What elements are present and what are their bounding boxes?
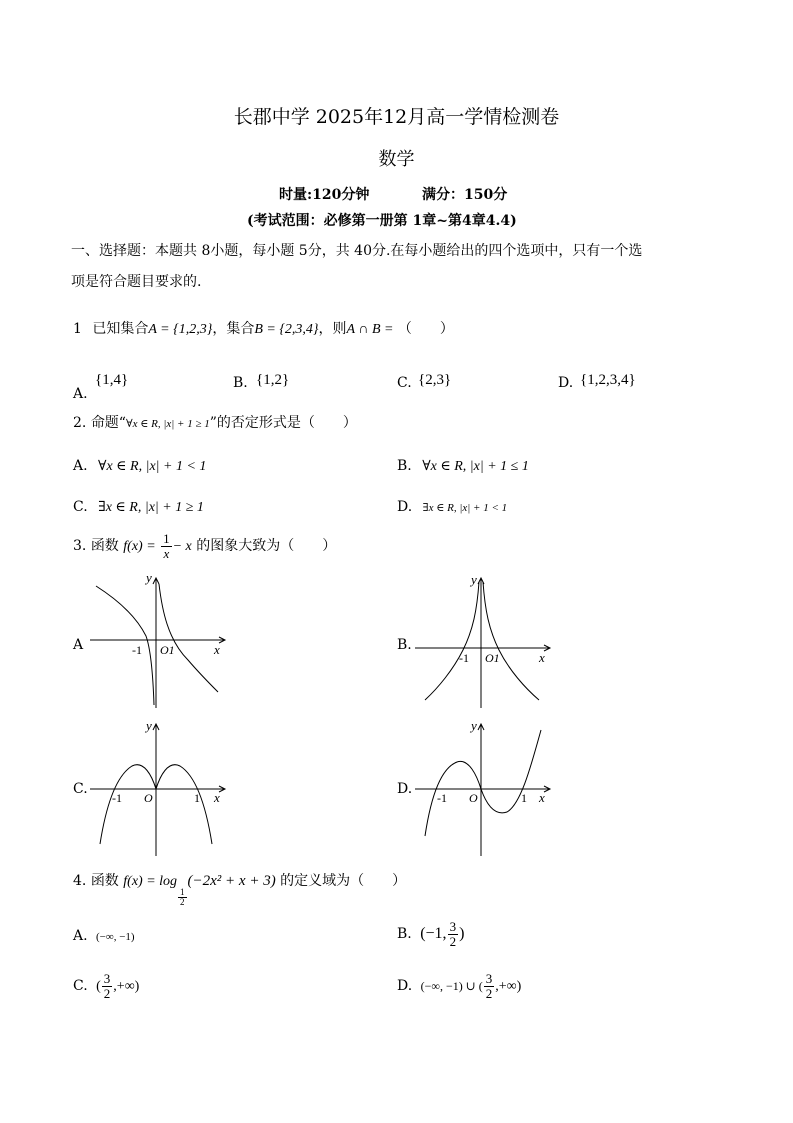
curve-right-branch: [159, 584, 218, 692]
q1-option-c[interactable]: {2,3}: [418, 372, 452, 388]
question-number: 3.: [73, 538, 87, 555]
q1-option-d[interactable]: {1,2,3,4}: [580, 372, 636, 388]
q3-option-d-label[interactable]: D.: [397, 781, 413, 797]
q2-option-c[interactable]: C. ∃x ∈ R, |x| + 1 ≥ 1: [73, 499, 204, 515]
tick-one: 1: [194, 791, 200, 805]
y-axis-label: y: [146, 570, 152, 585]
intersection-expr: A ∩ B =: [346, 322, 394, 337]
tick-origin: O: [469, 791, 478, 805]
q1-option-d-label[interactable]: D.: [558, 375, 574, 391]
q4-option-a[interactable]: A. (−∞, −1): [73, 928, 135, 944]
log-base: $\frac{1}{2}$: [180, 887, 185, 908]
exam-title: 长郡中学 2025年12月高一学情检测卷: [233, 106, 560, 128]
question-3: 3. 函数 f(x) = $\frac{1}{x}$ − x 的图象大致为（ ）: [73, 531, 337, 561]
q3-option-a-label[interactable]: A: [73, 637, 84, 653]
tick-o1: O1: [485, 651, 500, 665]
fraction: $\frac{3}{2}$: [449, 919, 457, 949]
section-intro-line1: 一、选择题：本题共 8小题，每小题 5分，共 40分.在每小题给出的四个选项中，只有一个选: [71, 243, 643, 259]
q3-graph-c[interactable]: [88, 716, 233, 858]
q3-graph-b[interactable]: [413, 570, 558, 710]
q1-option-b-label[interactable]: B.: [233, 375, 248, 391]
q3-graph-d[interactable]: [413, 716, 558, 858]
q1-option-a-label[interactable]: A.: [73, 386, 88, 402]
q4-option-d[interactable]: D. (−∞, −1) ∪ ( $\frac{3}{2}$ ,+∞): [397, 971, 522, 1001]
x-axis-label: x: [214, 790, 220, 805]
q3-graph-a[interactable]: [88, 570, 233, 710]
q1-option-c-label[interactable]: C.: [397, 375, 412, 391]
question-number: 4.: [73, 873, 87, 889]
exam-duration: 时量:120分钟: [279, 187, 370, 203]
curve-left-branch: [96, 586, 154, 705]
set-a: A = {1,2,3}: [148, 322, 213, 337]
y-axis-label: y: [146, 718, 152, 733]
q2-option-b[interactable]: B. ∀x ∈ R, |x| + 1 ≤ 1: [397, 458, 529, 474]
section-intro-line2: 项是符合题目要求的.: [71, 274, 202, 290]
fraction: $\frac{1}{x}$: [163, 531, 170, 561]
question-1: 1 已知集合A = {1,2,3}，集合B = {2,3,4}，则A ∩ B = （ ）: [73, 321, 454, 337]
question-2: 2. 命题“∀x ∈ R, |x| + 1 ≥ 1”的否定形式是（ ）: [73, 415, 357, 431]
y-axis-label: y: [471, 718, 477, 733]
log-argument: (−2x² + x + 3): [187, 873, 276, 889]
q2-option-a[interactable]: A. ∀x ∈ R, |x| + 1 < 1: [73, 458, 207, 474]
tick-one: 1: [521, 791, 527, 805]
q2-option-d[interactable]: D. ∃x ∈ R, |x| + 1 < 1: [397, 499, 508, 515]
x-axis-label: x: [214, 642, 220, 657]
q4-option-c[interactable]: C. ( $\frac{3}{2}$ ,+∞): [73, 971, 140, 1001]
tick-neg1: -1: [112, 791, 122, 805]
q1-option-b[interactable]: {1,2}: [256, 372, 290, 388]
q3-option-c-label[interactable]: C.: [73, 781, 88, 797]
question-number: 1: [73, 321, 82, 337]
x-axis-label: x: [539, 790, 545, 805]
tick-neg1: -1: [437, 791, 447, 805]
curve: [425, 730, 541, 836]
y-axis-label: y: [471, 572, 477, 587]
fraction: $\frac{3}{2}$: [103, 971, 111, 1001]
proposition: ∀x ∈ R, |x| + 1 ≥ 1: [125, 418, 210, 430]
q1-option-a[interactable]: {1,4}: [95, 372, 129, 388]
curve-left-branch: [425, 582, 479, 700]
curve-right-branch: [483, 582, 539, 700]
set-b: B = {2,3,4}: [254, 322, 319, 337]
tick-o1: O1: [160, 643, 175, 657]
tick-neg1: -1: [459, 651, 469, 665]
tick-origin: O: [144, 791, 153, 805]
q3-option-b-label[interactable]: B.: [397, 637, 412, 653]
tick-neg1: -1: [132, 643, 142, 657]
question-4: 4. 函数 f(x) = log $\frac{1}{2}$ (−2x² + x + 3) 的定义域为（ ）: [73, 873, 407, 908]
exam-scope: (考试范围：必修第一册第 1章~第4章4.4): [247, 213, 517, 229]
fraction: $\frac{3}{2}$: [485, 971, 493, 1001]
q4-option-b[interactable]: B. (−1, $\frac{3}{2}$ ): [397, 919, 465, 949]
x-axis-label: x: [539, 650, 545, 665]
exam-full-score: 满分：150分: [422, 187, 508, 203]
question-number: 2.: [73, 415, 87, 431]
subject-title: 数学: [378, 149, 415, 170]
